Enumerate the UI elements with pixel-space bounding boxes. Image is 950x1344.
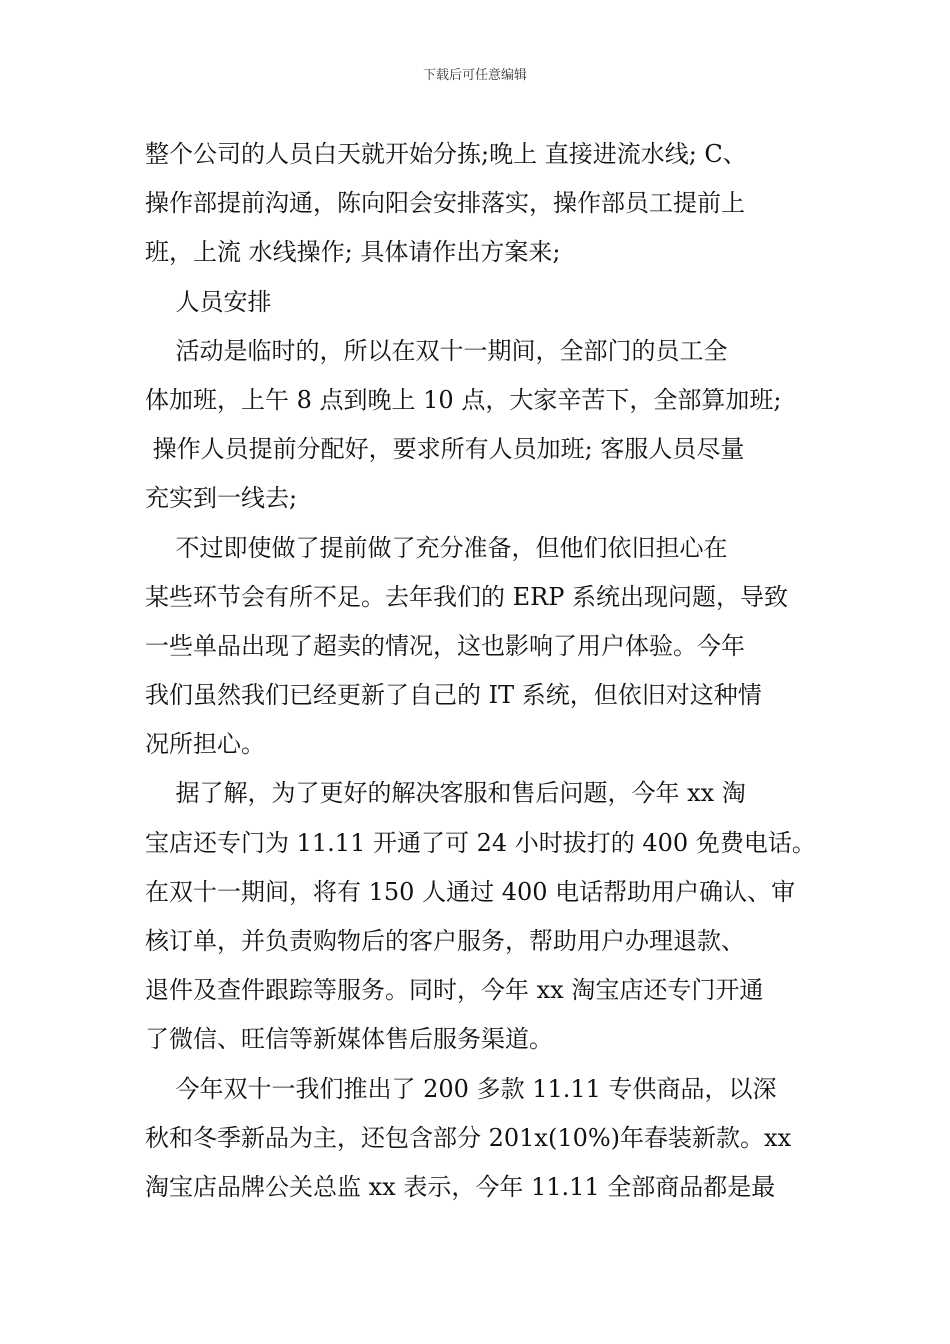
text-line: 核订单，并负责购物后的客户服务，帮助用户办理退款、 [145,927,745,955]
text-line: 操作人员提前分配好，要求所有人员加班; 客服人员尽量 [145,435,745,464]
text-line: 不过即使做了提前做了充分准备，但他们依旧担心在 [145,533,728,562]
text-line: 某些环节会有所不足。去年我们的 ERP 系统出现问题，导致 [145,582,788,611]
text-line: 据了解，为了更好的解决客服和售后问题，今年 xx 淘 [145,779,746,808]
text-line: 今年双十一我们推出了 200 多款 11.11 专供商品，以深 [145,1074,777,1103]
text-line: 整个公司的人员白天就开始分拣;晚上 直接进流水线; C、 [145,140,747,168]
text-line: 退件及查件跟踪等服务。同时，今年 xx 淘宝店还专门开通 [145,976,764,1005]
text-line: 充实到一线去; [145,484,298,513]
page-header: 下载后可任意编辑 [422,68,527,83]
text-line: 体加班，上午 8 点到晚上 10 点，大家辛苦下，全部算加班; [145,385,782,414]
text-line: 活动是临时的，所以在双十一期间，全部门的员工全 [145,336,728,365]
text-line: 在双十一期间，将有 150 人通过 400 电话帮助用户确认、审 [145,877,796,906]
text-line: 我们虽然我们已经更新了自己的 IT 系统，但依旧对这种情 [145,681,762,710]
text-line: 况所担心。 [145,730,265,759]
section-heading: 人员安排 [145,287,272,316]
text-line: 班，上流 水线操作; 具体请作出方案来; [145,238,561,267]
text-line: 了微信、旺信等新媒体售后服务渠道。 [145,1025,553,1054]
body-text [145,130,815,1212]
text-line: 淘宝店品牌公关总监 xx 表示，今年 11.11 全部商品都是最 [145,1172,776,1201]
text-line: 宝店还专门为 11.11 开通了可 24 小时拔打的 400 免费电话。 [145,828,816,857]
text-line: 操作部提前沟通，陈向阳会安排落实，操作部员工提前上 [145,189,745,218]
text-line: 一些单品出现了超卖的情况，这也影响了用户体验。今年 [145,631,745,660]
text-line: 秋和冬季新品为主，还包含部分 201x(10%)年春装新款。xx [145,1123,792,1152]
